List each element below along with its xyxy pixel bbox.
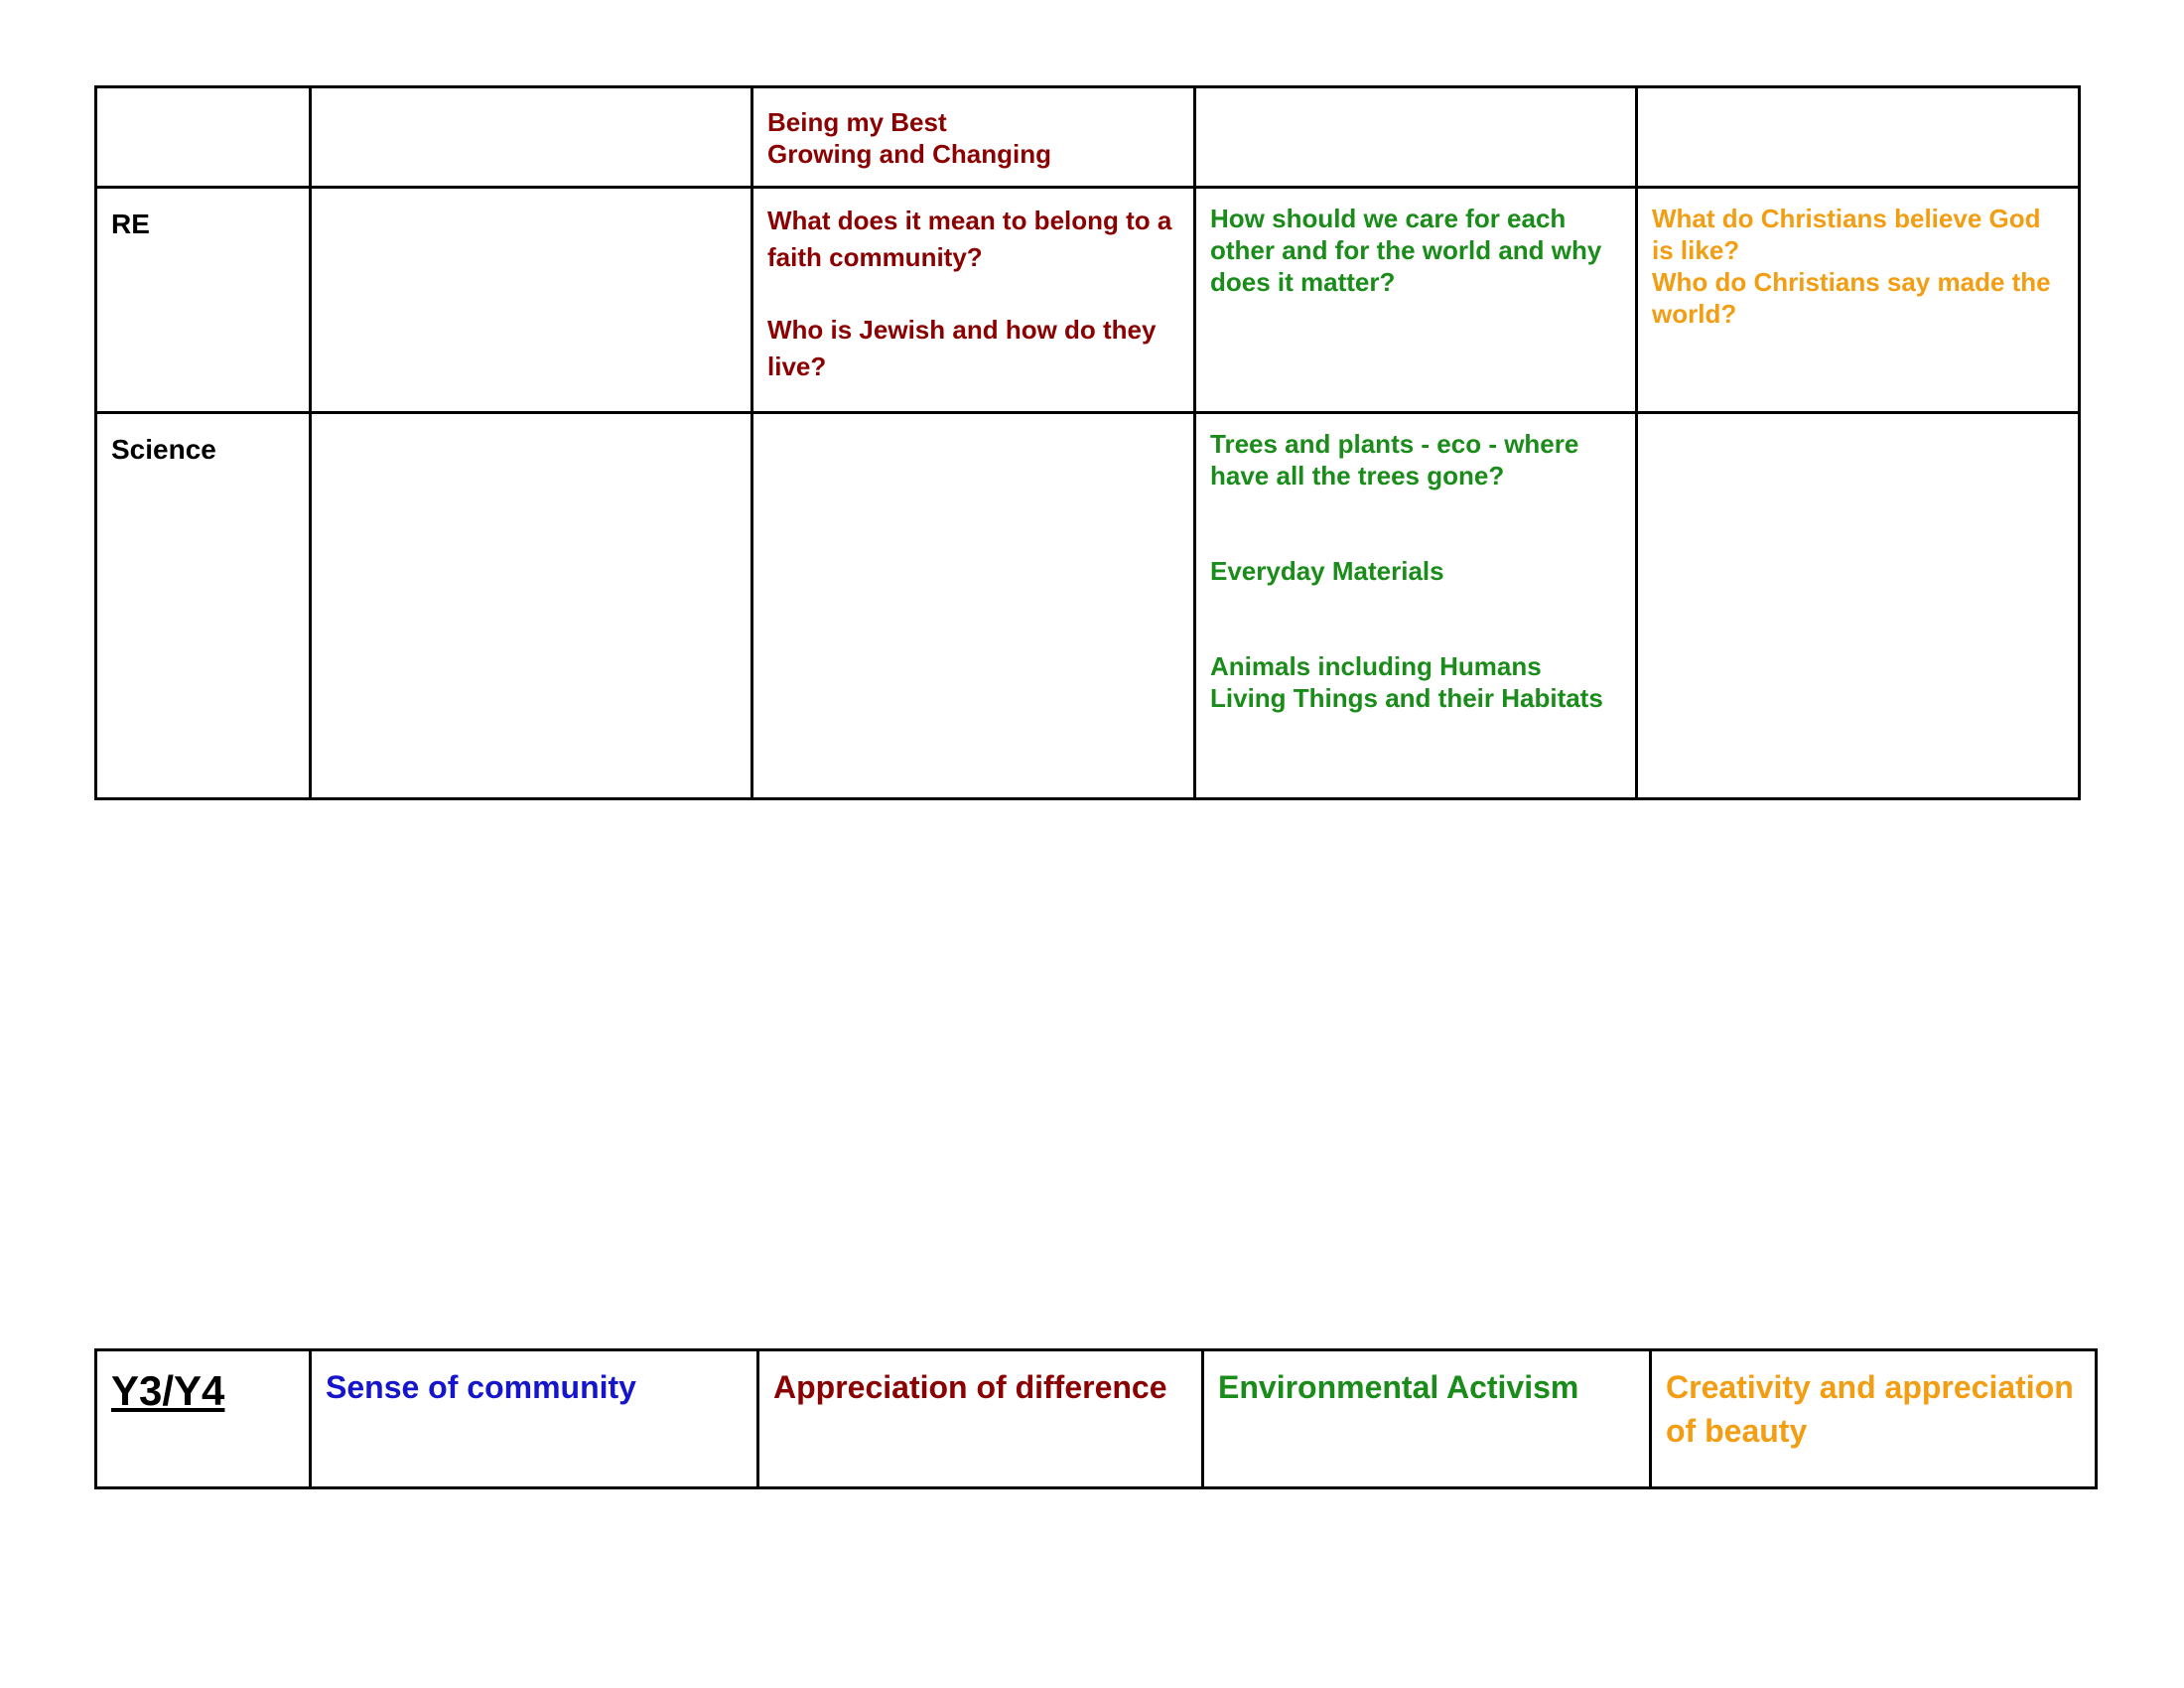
table-row-header xyxy=(96,87,2080,188)
table-row-science xyxy=(96,413,2080,799)
re-question-belong: What does it mean to belong to a faith community? xyxy=(767,206,1172,272)
science-topic-animals: Animals including Humans xyxy=(1210,651,1542,681)
table-row-values xyxy=(96,1350,2097,1488)
curriculum-table xyxy=(94,85,2081,800)
header-cell-4 xyxy=(1195,87,1637,188)
year-group-label: Y3/Y4 xyxy=(96,1350,311,1488)
re-question-god: What do Christians believe God is like? xyxy=(1652,204,2041,265)
value-appreciation-of-difference: Appreciation of difference xyxy=(758,1350,1203,1488)
value-sense-of-community: Sense of community xyxy=(311,1350,758,1488)
re-question-world: Who do Christians say made the world? xyxy=(1652,267,2051,329)
re-question-jewish: Who is Jewish and how do they live? xyxy=(767,315,1157,381)
science-cell-5 xyxy=(1637,413,2080,799)
science-topic-habitats: Living Things and their Habitats xyxy=(1210,683,1603,713)
value-environmental-activism: Environmental Activism xyxy=(1203,1350,1651,1488)
science-cell-3 xyxy=(752,413,1195,799)
header-cell-3 xyxy=(752,87,1195,188)
row-label-science: Science xyxy=(96,413,311,799)
header-cell-1 xyxy=(96,87,311,188)
science-cell-4 xyxy=(1195,413,1637,799)
re-cell-3 xyxy=(752,188,1195,413)
row-label-re: RE xyxy=(96,188,311,413)
values-table xyxy=(94,1348,2098,1489)
re-cell-5 xyxy=(1637,188,2080,413)
science-topic-materials: Everyday Materials xyxy=(1210,556,1444,586)
re-cell-2 xyxy=(311,188,752,413)
header-topic-1: Being my Best xyxy=(767,107,947,137)
header-cell-2 xyxy=(311,87,752,188)
science-cell-2 xyxy=(311,413,752,799)
header-topic-2: Growing and Changing xyxy=(767,139,1051,169)
value-creativity-and-beauty: Creativity and appreciation of beauty xyxy=(1651,1350,2097,1488)
table-row-re xyxy=(96,188,2080,413)
re-cell-4 xyxy=(1195,188,1637,413)
science-topic-trees: Trees and plants - eco - where have all the trees gone? xyxy=(1210,429,1579,491)
re-question-care: How should we care for each other and for the world and why does it matter? xyxy=(1210,204,1602,297)
header-cell-5 xyxy=(1637,87,2080,188)
